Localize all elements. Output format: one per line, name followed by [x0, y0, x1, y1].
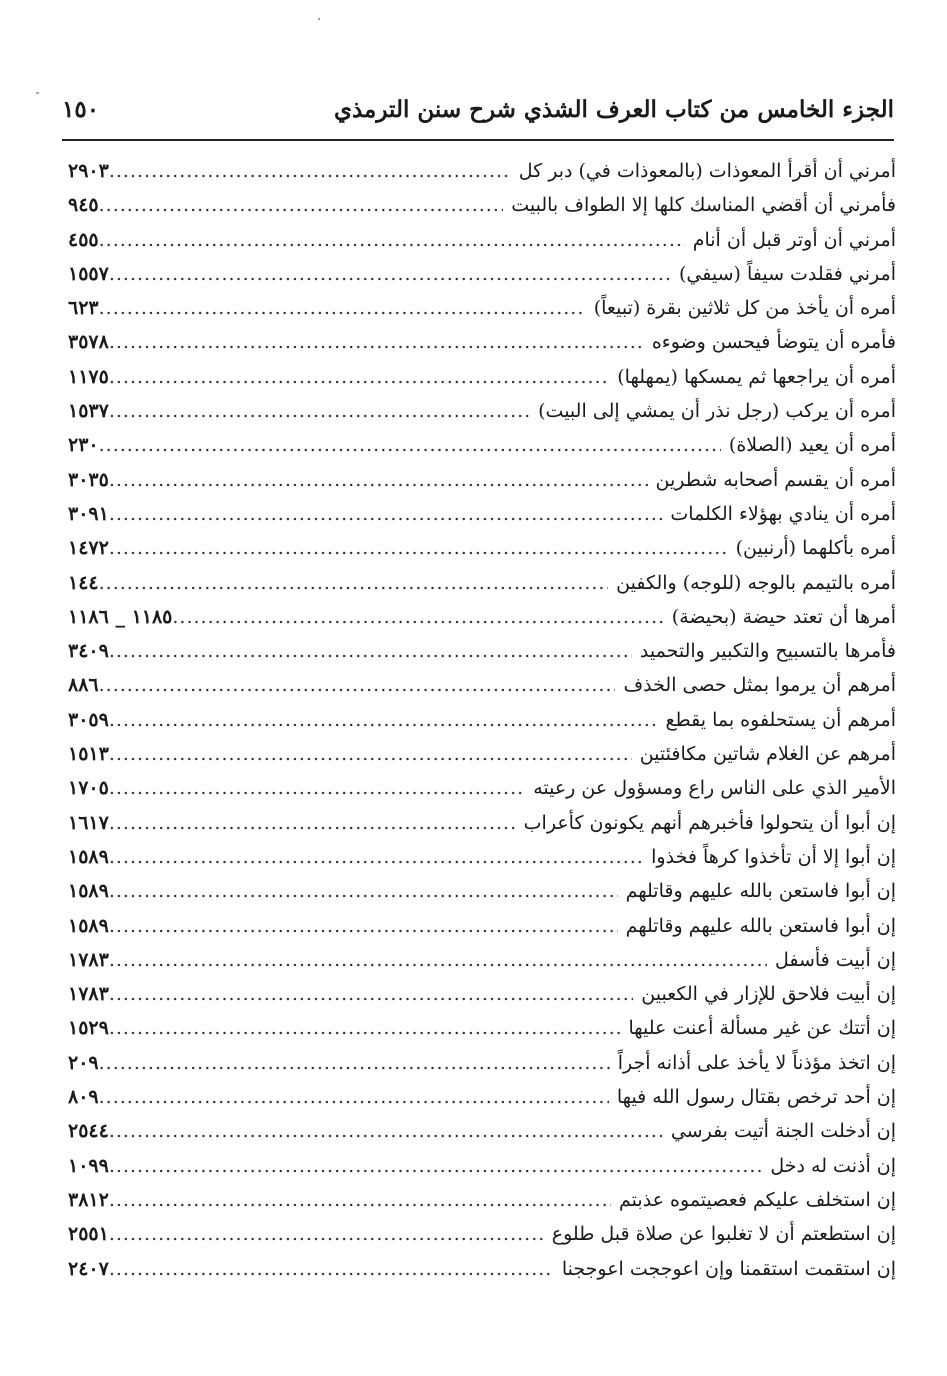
entry-reference-number: ٣٥٧٨: [68, 331, 109, 354]
entry-text: إن أبوا فاستعن بالله عليهم وقاتلهم: [625, 880, 896, 903]
entry-reference-number: ١١٧٥: [68, 365, 109, 388]
entry-text: أمرهم عن الغلام شاتين مكافئتين: [639, 743, 896, 766]
entry-reference-number: ٢٥٤٤: [68, 1120, 109, 1143]
dot-leader: [109, 1183, 611, 1217]
index-entry: [68, 531, 896, 565]
entry-reference-number: ١٥٨٩: [68, 880, 109, 903]
index-entry: [68, 600, 896, 634]
index-entry: [68, 566, 896, 600]
entry-reference-number: ١٠٩٩: [68, 1154, 109, 1177]
entry-reference-number: ٣٠٣٥: [68, 468, 109, 491]
entry-text: إن أبيت فلاحق للإزار في الكعبين: [641, 983, 896, 1006]
entry-reference-number: ١٤٧٢: [68, 537, 109, 560]
dot-leader: [99, 188, 504, 222]
entry-reference-number: ٣٤٠٩: [68, 640, 109, 663]
index-entry: [68, 428, 896, 462]
entry-reference-number: ١٥٥٧: [68, 262, 109, 285]
dot-leader: [109, 154, 511, 188]
entry-text: أمرهم أن يستحلفوه بما يقطع: [665, 708, 896, 731]
entry-reference-number: ٩٤٥: [68, 194, 99, 217]
dot-leader: [109, 257, 671, 291]
index-entry: [68, 943, 896, 977]
entry-text: فأمرها بالتسبيح والتكبير والتحميد: [639, 640, 896, 663]
entry-text: أمرني أن أقرأ المعوذات (بالمعوذات في) دبر كل: [518, 160, 896, 182]
entry-text: أمره بأكلهما (أرنبين): [735, 537, 896, 560]
entry-text: إن أحد ترخص بقتال رسول الله فيها: [616, 1086, 896, 1109]
entry-text: أمرني فقلدت سيفاً (سيفي): [678, 262, 896, 285]
entry-reference-number: ٢٠٩: [68, 1051, 99, 1074]
entry-reference-number: ١٥٢٩: [68, 1017, 109, 1040]
entry-text: أمره أن ينادي بهؤلاء الكلمات: [670, 502, 896, 525]
entry-text: إن استقمت استقمنا وإن اعوججت اعوججنا: [561, 1257, 896, 1280]
dot-leader: [109, 943, 767, 977]
dot-leader: [99, 668, 616, 702]
index-entry: [68, 463, 896, 497]
entry-text: أمره أن يقسم أصحابه شطرين: [655, 468, 896, 491]
entry-reference-number: ٦٢٣: [68, 297, 99, 320]
dot-leader: [99, 566, 609, 600]
index-entry: [68, 223, 896, 257]
index-entry: [68, 806, 896, 840]
index-entry: [68, 1046, 896, 1080]
dot-leader: [109, 1217, 544, 1251]
entry-text: أمره أن يعيد (الصلاة): [728, 434, 896, 457]
book-title: الجزء الخامس من كتاب العرف الشذي شرح سنن الترمذي: [333, 96, 894, 123]
entry-text: أمرها أن تعتد حيضة (بحيضة): [671, 605, 896, 628]
dot-leader: [109, 806, 516, 840]
entry-text: إن استخلف عليكم فعصيتموه عذبتم: [619, 1188, 896, 1211]
dot-leader: [109, 1011, 621, 1045]
dot-leader: [109, 325, 644, 359]
dot-leader: [99, 1080, 609, 1114]
entry-text: أمرهم أن يرموا بمثل حصى الخذف: [623, 674, 896, 697]
header-rule: [62, 139, 894, 141]
entry-text: أمره أن يركب (رجل نذر أن يمشي إلى البيت): [538, 400, 896, 423]
entry-reference-number: ٣٠٩١: [68, 502, 109, 525]
entry-reference-number: ٨٨٦: [68, 674, 99, 697]
index-entry: [68, 909, 896, 943]
dot-leader: [109, 360, 609, 394]
dot-leader: [109, 1114, 663, 1148]
entry-reference-number: ٤٥٥: [68, 228, 99, 251]
entry-reference-number: ١٥١٣: [68, 743, 109, 766]
index-entry: [68, 840, 896, 874]
dot-leader: [109, 531, 728, 565]
dot-leader: [99, 428, 721, 462]
index-entry: [68, 737, 896, 771]
dot-leader: [109, 703, 658, 737]
scan-speck: [318, 18, 320, 20]
dot-leader: [99, 223, 685, 257]
entry-reference-number: ١٥٣٧: [68, 400, 109, 423]
dot-leader: [109, 771, 525, 805]
dot-leader: [109, 737, 632, 771]
entry-reference-number: ١٥٨٩: [68, 914, 109, 937]
entry-text: إن استطعتم أن لا تغلبوا عن صلاة قبل طلوع: [551, 1223, 896, 1246]
entry-text: أمرني أن أوتر قبل أن أنام: [692, 228, 896, 251]
index-entry: [68, 1114, 896, 1148]
index-entry: [68, 291, 896, 325]
entry-text: أمره بالتيمم بالوجه (للوجه) والكفين: [616, 571, 896, 594]
index-entries: [68, 154, 896, 1286]
entry-reference-number: ١٧٨٣: [68, 948, 109, 971]
entry-text: إن أبيت فأسفل: [774, 948, 896, 971]
entry-text: فأمره أن يتوضأ فيحسن وضوءه: [651, 331, 896, 354]
page-number: ١٥٠: [62, 96, 100, 123]
index-entry: [68, 1217, 896, 1251]
dot-leader: [109, 497, 663, 531]
entry-text: فأمرني أن أقضي المناسك كلها إلا الطواف بالبيت: [511, 194, 896, 217]
entry-text: إن أبوا فاستعن بالله عليهم وقاتلهم: [625, 914, 896, 937]
dot-leader: [99, 291, 586, 325]
entry-reference-number: ٢٩٠٣: [68, 160, 109, 182]
entry-text: إن أتتك عن غير مسألة أعنت عليها: [628, 1017, 896, 1040]
entry-reference-number: ١١٨٥ _ ١١٨٦: [68, 605, 173, 628]
dot-leader: [99, 1046, 610, 1080]
entry-reference-number: ٢٣٠: [68, 434, 99, 457]
dot-leader: [109, 394, 530, 428]
dot-leader: [172, 600, 663, 634]
entry-reference-number: ١٥٨٩: [68, 845, 109, 868]
entry-reference-number: ١٦١٧: [68, 811, 109, 834]
index-entry: [68, 874, 896, 908]
entry-text: إن أبوا أن يتحولوا فأخبرهم أنهم يكونون كأعراب: [523, 811, 896, 834]
entry-text: الأمير الذي على الناس راع ومسؤول عن رعيته: [533, 777, 896, 800]
entry-reference-number: ٢٤٠٧: [68, 1257, 109, 1280]
entry-reference-number: ٣٨١٢: [68, 1188, 109, 1211]
index-entry: [68, 188, 896, 222]
index-entry: [68, 634, 896, 668]
index-entry: [68, 703, 896, 737]
entry-reference-number: ١٧٨٣: [68, 983, 109, 1006]
index-entry: [68, 1252, 896, 1286]
index-entry: [68, 497, 896, 531]
index-entry: [68, 977, 896, 1011]
index-entry: [68, 1080, 896, 1114]
scan-speck: [36, 92, 39, 94]
entry-text: إن اتخذ مؤذناً لا يأخذ على أذانه أجراً: [617, 1051, 896, 1074]
entry-reference-number: ٨٠٩: [68, 1086, 99, 1109]
index-entry: [68, 360, 896, 394]
dot-leader: [109, 909, 618, 943]
dot-leader: [109, 874, 618, 908]
entry-reference-number: ٢٥٥١: [68, 1223, 109, 1246]
entry-text: إن أبوا إلا أن تأخذوا كرهاً فخذوا: [651, 845, 896, 868]
entry-text: إن أدخلت الجنة أتيت بفرسي: [670, 1120, 896, 1143]
entry-text: أمره أن يأخذ من كل ثلاثين بقرة (تبيعاً): [593, 297, 896, 320]
entry-reference-number: ٣٠٥٩: [68, 708, 109, 731]
index-entry: [68, 771, 896, 805]
index-entry: [68, 394, 896, 428]
index-entry: [68, 257, 896, 291]
index-entry: [68, 1011, 896, 1045]
dot-leader: [109, 1252, 554, 1286]
entry-text: إن أذنت له دخل: [770, 1154, 896, 1177]
dot-leader: [109, 840, 643, 874]
dot-leader: [109, 977, 633, 1011]
entry-reference-number: ١٧٠٥: [68, 777, 109, 800]
index-entry: [68, 1149, 896, 1183]
entry-reference-number: ١٤٤: [68, 571, 99, 594]
running-header: [62, 92, 894, 136]
index-entry: [68, 325, 896, 359]
index-entry: [68, 1183, 896, 1217]
dot-leader: [109, 634, 632, 668]
index-entry: [68, 154, 896, 188]
entry-text: أمره أن يراجعها ثم يمسكها (يمهلها): [617, 365, 896, 388]
index-entry: [68, 668, 896, 702]
dot-leader: [109, 1149, 763, 1183]
dot-leader: [109, 463, 648, 497]
